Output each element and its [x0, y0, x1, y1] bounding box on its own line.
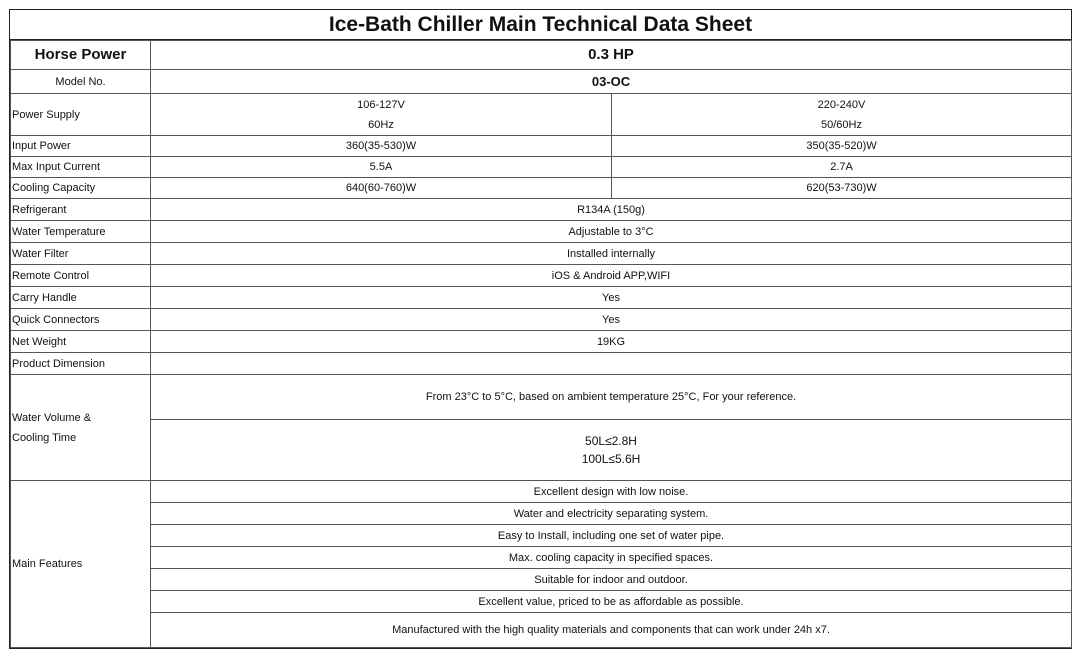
spec-value — [151, 353, 1072, 375]
spec-value-1: 360(35-530)W — [151, 136, 612, 157]
spec-value-2: 2.7A — [612, 157, 1072, 178]
model-label: Model No. — [11, 70, 151, 94]
model-value: 03-OC — [151, 70, 1072, 94]
spec-label: Product Dimension — [11, 353, 151, 375]
row-cooling-capacity — [11, 178, 1072, 199]
sheet-title: Ice-Bath Chiller Main Technical Data Sheet — [10, 10, 1071, 40]
feature-item: Water and electricity separating system. — [151, 503, 1072, 525]
main-features-label: Main Features — [11, 481, 151, 648]
feature-item: Max. cooling capacity in specified spaces. — [151, 547, 1072, 569]
spec-value: R134A (150g) — [151, 199, 1072, 221]
water-volume-note: From 23°C to 5°C, based on ambient temperature 25°C, For your reference. — [151, 375, 1072, 420]
spec-label: Remote Control — [11, 265, 151, 287]
spec-value: Yes — [151, 309, 1072, 331]
row-feature — [11, 503, 1072, 525]
spec-label: Water Filter — [11, 243, 151, 265]
row-power-supply — [11, 94, 1072, 136]
row-water-volume-times — [11, 420, 1072, 481]
spec-label: Input Power — [11, 136, 151, 157]
row-product-dimension — [11, 353, 1072, 375]
power-supply-col1 — [151, 94, 612, 136]
spec-value: Yes — [151, 287, 1072, 309]
row-feature — [11, 569, 1072, 591]
horse-power-value: 0.3 HP — [151, 41, 1072, 70]
power-supply-voltage-1: 106-127V — [357, 98, 405, 111]
row-feature — [11, 547, 1072, 569]
spec-label: Max Input Current — [11, 157, 151, 178]
row-horse-power — [11, 41, 1072, 70]
spec-label: Net Weight — [11, 331, 151, 353]
power-supply-frequency-1: 60Hz — [368, 118, 394, 131]
row-model — [11, 70, 1072, 94]
row-water-filter — [11, 243, 1072, 265]
spec-value-1: 5.5A — [151, 157, 612, 178]
horse-power-label: Horse Power — [11, 41, 151, 70]
spec-label: Refrigerant — [11, 199, 151, 221]
spec-label: Cooling Capacity — [11, 178, 151, 199]
power-supply-voltage-2: 220-240V — [817, 98, 866, 111]
spec-value-2: 620(53-730)W — [612, 178, 1072, 199]
row-feature — [11, 481, 1072, 503]
row-water-temperature — [11, 221, 1072, 243]
spec-value-1: 640(60-760)W — [151, 178, 612, 199]
row-quick-connectors — [11, 309, 1072, 331]
water-volume-label-line1: Water Volume & — [12, 411, 92, 424]
power-supply-frequency-2: 50/60Hz — [821, 118, 862, 131]
power-supply-label: Power Supply — [11, 94, 151, 136]
row-refrigerant — [11, 199, 1072, 221]
row-feature — [11, 525, 1072, 547]
water-volume-times — [151, 420, 1072, 481]
row-water-volume-note — [11, 375, 1072, 420]
row-carry-handle — [11, 287, 1072, 309]
feature-item: Excellent design with low noise. — [151, 481, 1072, 503]
spec-value-2: 350(35-520)W — [612, 136, 1072, 157]
spec-table — [10, 40, 1072, 648]
spec-label: Quick Connectors — [11, 309, 151, 331]
row-remote-control — [11, 265, 1072, 287]
water-volume-label — [11, 375, 151, 481]
feature-item: Suitable for indoor and outdoor. — [151, 569, 1072, 591]
row-feature — [11, 591, 1072, 613]
power-supply-col2 — [612, 94, 1072, 136]
feature-item: Excellent value, priced to be as affordable as possible. — [151, 591, 1072, 613]
water-volume-100l: 100L≤5.6H — [581, 452, 641, 466]
spec-label: Water Temperature — [11, 221, 151, 243]
spec-label: Carry Handle — [11, 287, 151, 309]
feature-item: Easy to Install, including one set of water pipe. — [151, 525, 1072, 547]
row-max-input-current — [11, 157, 1072, 178]
row-net-weight — [11, 331, 1072, 353]
feature-item: Manufactured with the high quality materials and components that can work under 24h x7. — [151, 613, 1072, 648]
row-feature — [11, 613, 1072, 648]
spec-value: 19KG — [151, 331, 1072, 353]
water-volume-label-line2: Cooling Time — [12, 431, 77, 444]
water-volume-50l: 50L≤2.8H — [585, 434, 637, 448]
data-sheet — [9, 9, 1072, 649]
spec-value: Installed internally — [151, 243, 1072, 265]
spec-value: Adjustable to 3°C — [151, 221, 1072, 243]
row-input-power — [11, 136, 1072, 157]
spec-value: iOS & Android APP,WIFI — [151, 265, 1072, 287]
